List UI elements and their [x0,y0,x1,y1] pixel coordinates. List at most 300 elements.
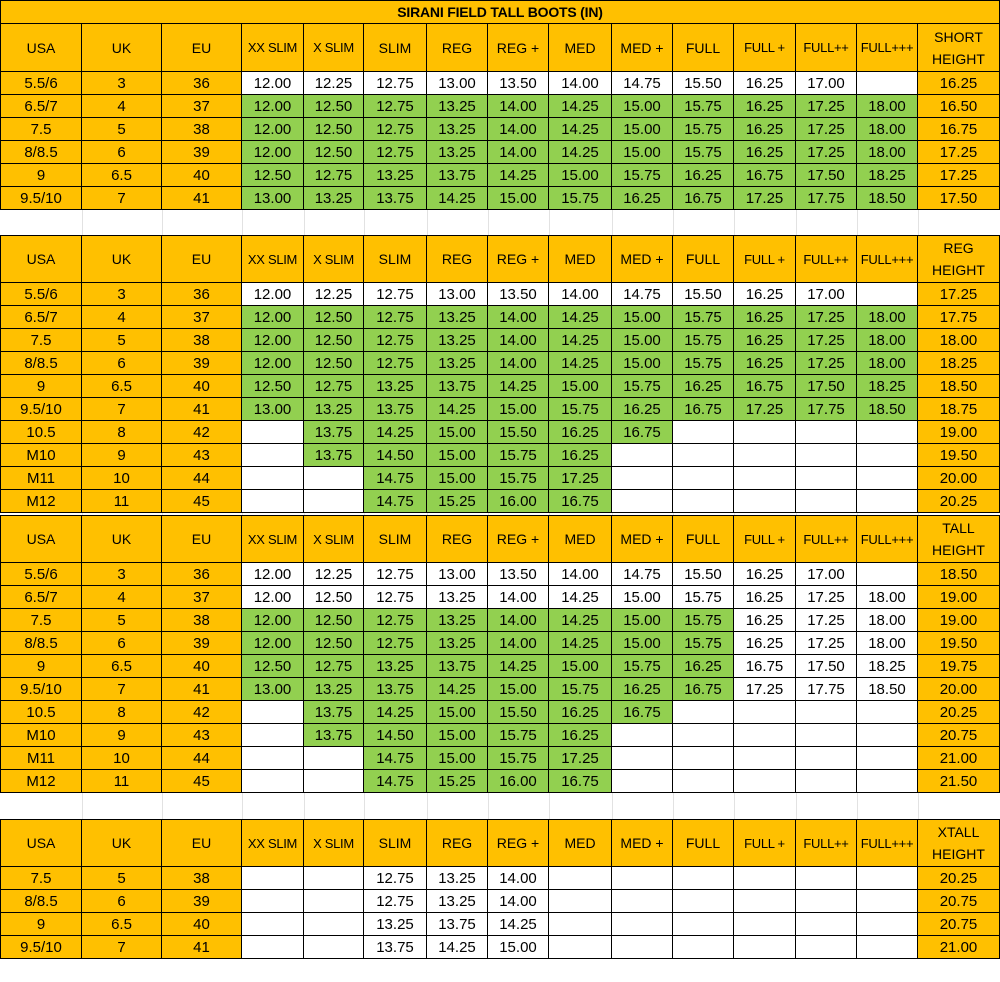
calf-measurement: 12.50 [304,352,364,375]
column-header: FULL [673,515,734,563]
calf-measurement [734,701,796,724]
gridline [673,793,674,819]
calf-measurement: 18.00 [857,118,918,141]
calf-measurement: 15.00 [427,724,488,747]
calf-measurement: 14.75 [612,72,673,95]
calf-measurement: 14.25 [427,936,488,959]
column-header: FULL + [734,819,796,867]
column-header: UK [82,24,162,72]
calf-measurement: 14.25 [549,586,612,609]
calf-measurement: 12.00 [242,563,304,586]
calf-measurement [242,724,304,747]
calf-measurement: 18.00 [857,632,918,655]
calf-measurement: 16.75 [734,655,796,678]
gridline [549,210,550,235]
calf-measurement: 14.25 [488,913,549,936]
usa-size: 7.5 [0,867,82,890]
boot-height: 21.00 [918,936,1000,959]
calf-measurement: 12.50 [242,164,304,187]
height-header-line: HEIGHT [932,50,985,67]
calf-measurement: 15.00 [488,936,549,959]
calf-measurement: 16.25 [673,164,734,187]
eu-size: 41 [162,398,242,421]
calf-measurement: 13.25 [427,586,488,609]
calf-measurement: 16.75 [673,398,734,421]
calf-measurement [734,490,796,513]
calf-measurement: 17.25 [734,187,796,210]
calf-measurement: 14.00 [488,352,549,375]
calf-measurement: 14.50 [364,724,427,747]
calf-measurement: 15.75 [488,747,549,770]
calf-measurement: 18.00 [857,586,918,609]
calf-measurement: 14.25 [488,655,549,678]
uk-size: 9 [82,724,162,747]
calf-measurement: 15.75 [549,398,612,421]
calf-measurement: 13.25 [364,655,427,678]
calf-measurement [734,770,796,793]
calf-measurement: 17.50 [796,375,857,398]
gridline [304,793,305,819]
calf-measurement: 17.00 [796,283,857,306]
boot-height: 20.00 [918,678,1000,701]
gridline [82,210,83,235]
column-header: SLIM [364,515,427,563]
column-header: SLIM [364,24,427,72]
calf-measurement: 15.00 [612,329,673,352]
calf-measurement: 17.25 [796,95,857,118]
column-header: REG + [488,515,549,563]
height-header-line: REG [943,240,974,256]
column-header: FULL++ [796,235,857,283]
uk-size: 6 [82,890,162,913]
usa-size: 5.5/6 [0,283,82,306]
eu-size: 44 [162,467,242,490]
calf-measurement [673,747,734,770]
calf-measurement: 18.00 [857,352,918,375]
calf-measurement: 12.75 [364,609,427,632]
column-header: EU [162,819,242,867]
column-header: USA [0,24,82,72]
calf-measurement: 18.00 [857,306,918,329]
uk-size: 9 [82,444,162,467]
calf-measurement: 17.25 [734,678,796,701]
calf-measurement: 12.50 [304,609,364,632]
calf-measurement: 13.25 [427,95,488,118]
chart-title: SIRANI FIELD TALL BOOTS (IN) [0,0,1000,24]
usa-size: 7.5 [0,609,82,632]
calf-measurement: 16.75 [612,701,673,724]
uk-size: 10 [82,747,162,770]
calf-measurement [734,444,796,467]
calf-measurement: 14.25 [488,164,549,187]
calf-measurement [612,490,673,513]
usa-size: 7.5 [0,118,82,141]
gridline [364,793,365,819]
calf-measurement: 16.25 [549,444,612,467]
column-header: FULL+++ [857,819,918,867]
calf-measurement: 16.00 [488,490,549,513]
calf-measurement: 13.25 [427,141,488,164]
calf-measurement: 14.25 [549,306,612,329]
column-header: EU [162,515,242,563]
calf-measurement: 12.75 [364,586,427,609]
calf-measurement [857,563,918,586]
calf-measurement: 15.50 [673,563,734,586]
eu-size: 39 [162,141,242,164]
calf-measurement: 16.25 [734,329,796,352]
calf-measurement [304,770,364,793]
eu-size: 39 [162,890,242,913]
calf-measurement: 16.75 [549,770,612,793]
uk-size: 4 [82,306,162,329]
eu-size: 36 [162,72,242,95]
calf-measurement: 13.25 [304,398,364,421]
calf-measurement: 13.50 [488,563,549,586]
calf-measurement [612,444,673,467]
usa-size: 9.5/10 [0,398,82,421]
calf-measurement: 15.75 [673,306,734,329]
calf-measurement: 13.25 [427,867,488,890]
boot-height: 19.75 [918,655,1000,678]
eu-size: 41 [162,678,242,701]
calf-measurement: 15.75 [673,118,734,141]
calf-measurement: 16.25 [734,609,796,632]
gridline [734,793,735,819]
calf-measurement: 12.50 [304,141,364,164]
calf-measurement: 16.75 [612,421,673,444]
eu-size: 39 [162,352,242,375]
calf-measurement: 18.25 [857,375,918,398]
column-header: XX SLIM [242,819,304,867]
column-header: SLIM [364,819,427,867]
usa-size: 6.5/7 [0,586,82,609]
calf-measurement: 13.50 [488,72,549,95]
uk-size: 6.5 [82,375,162,398]
calf-measurement: 18.00 [857,95,918,118]
eu-size: 36 [162,563,242,586]
calf-measurement: 14.25 [549,118,612,141]
boot-height: 17.25 [918,164,1000,187]
calf-measurement: 16.25 [734,632,796,655]
usa-size: 8/8.5 [0,632,82,655]
boot-height: 17.75 [918,306,1000,329]
column-header: SLIM [364,235,427,283]
calf-measurement: 16.25 [734,306,796,329]
calf-measurement [796,867,857,890]
boot-height: 20.75 [918,724,1000,747]
uk-size: 6.5 [82,913,162,936]
calf-measurement [242,747,304,770]
uk-size: 6.5 [82,164,162,187]
calf-measurement: 14.00 [488,867,549,890]
calf-measurement: 16.75 [673,187,734,210]
uk-size: 11 [82,490,162,513]
calf-measurement: 13.25 [364,913,427,936]
usa-size: 6.5/7 [0,95,82,118]
calf-measurement: 15.75 [488,467,549,490]
column-header: REG [427,819,488,867]
calf-measurement: 17.75 [796,398,857,421]
column-header: MED + [612,235,673,283]
calf-measurement [673,490,734,513]
calf-measurement: 13.75 [364,398,427,421]
calf-measurement: 15.00 [612,352,673,375]
calf-measurement: 12.25 [304,72,364,95]
calf-measurement: 12.50 [242,375,304,398]
boot-height: 17.50 [918,187,1000,210]
calf-measurement [242,890,304,913]
calf-measurement: 14.75 [612,563,673,586]
column-header: MED [549,24,612,72]
calf-measurement: 17.00 [796,563,857,586]
calf-measurement: 16.25 [673,375,734,398]
calf-measurement: 15.00 [612,586,673,609]
calf-measurement: 15.25 [427,770,488,793]
eu-size: 41 [162,187,242,210]
gridline [427,793,428,819]
eu-size: 37 [162,95,242,118]
calf-measurement: 13.00 [242,187,304,210]
calf-measurement: 15.00 [427,467,488,490]
calf-measurement [857,72,918,95]
boot-height: 20.75 [918,890,1000,913]
calf-measurement: 12.50 [242,655,304,678]
calf-measurement [673,867,734,890]
height-header [918,24,1000,72]
uk-size: 5 [82,329,162,352]
uk-size: 5 [82,609,162,632]
eu-size: 36 [162,283,242,306]
calf-measurement: 12.75 [364,72,427,95]
boot-height: 18.50 [918,563,1000,586]
eu-size: 38 [162,329,242,352]
calf-measurement: 16.25 [549,701,612,724]
calf-measurement [857,770,918,793]
column-header: FULL++ [796,819,857,867]
calf-measurement: 15.00 [549,164,612,187]
column-header: XX SLIM [242,515,304,563]
usa-size: 9 [0,164,82,187]
column-header: EU [162,235,242,283]
boot-height: 19.50 [918,444,1000,467]
gridline [612,793,613,819]
calf-measurement [304,467,364,490]
boot-height: 16.25 [918,72,1000,95]
usa-size: M11 [0,747,82,770]
calf-measurement: 12.75 [364,632,427,655]
usa-size: 9 [0,375,82,398]
calf-measurement [304,867,364,890]
column-header: UK [82,235,162,283]
calf-measurement: 13.00 [242,398,304,421]
eu-size: 40 [162,375,242,398]
boot-height: 21.50 [918,770,1000,793]
calf-measurement [673,701,734,724]
column-header: MED [549,235,612,283]
column-header: MED [549,819,612,867]
calf-measurement: 13.75 [427,164,488,187]
calf-measurement: 12.00 [242,586,304,609]
boot-height: 19.00 [918,586,1000,609]
calf-measurement: 12.75 [364,890,427,913]
calf-measurement: 15.00 [488,678,549,701]
calf-measurement: 12.75 [364,95,427,118]
uk-size: 4 [82,95,162,118]
calf-measurement: 16.25 [734,95,796,118]
gridline [82,793,83,819]
calf-measurement [796,747,857,770]
column-header: XX SLIM [242,24,304,72]
calf-measurement: 12.75 [364,352,427,375]
calf-measurement: 17.25 [796,632,857,655]
usa-size: 10.5 [0,421,82,444]
column-header: X SLIM [304,24,364,72]
calf-measurement [673,936,734,959]
uk-size: 5 [82,867,162,890]
boot-height: 18.25 [918,352,1000,375]
calf-measurement: 16.00 [488,770,549,793]
calf-measurement: 14.25 [427,187,488,210]
calf-measurement: 16.75 [734,375,796,398]
calf-measurement: 15.00 [488,398,549,421]
calf-measurement: 14.00 [488,329,549,352]
calf-measurement: 16.75 [673,678,734,701]
eu-size: 38 [162,609,242,632]
calf-measurement [673,467,734,490]
calf-measurement [734,421,796,444]
eu-size: 44 [162,747,242,770]
eu-size: 45 [162,490,242,513]
uk-size: 7 [82,187,162,210]
calf-measurement: 17.50 [796,655,857,678]
calf-measurement [612,936,673,959]
calf-measurement: 13.00 [427,283,488,306]
calf-measurement: 17.25 [549,467,612,490]
eu-size: 39 [162,632,242,655]
calf-measurement: 12.00 [242,141,304,164]
gridline [796,210,797,235]
calf-measurement: 16.25 [734,72,796,95]
usa-size: 10.5 [0,701,82,724]
calf-measurement: 13.25 [427,118,488,141]
calf-measurement: 16.25 [734,563,796,586]
calf-measurement: 15.00 [427,421,488,444]
calf-measurement: 14.00 [488,118,549,141]
boot-height: 20.25 [918,701,1000,724]
boot-height: 17.25 [918,141,1000,164]
calf-measurement: 13.25 [427,329,488,352]
usa-size: 9.5/10 [0,678,82,701]
usa-size: 9.5/10 [0,936,82,959]
calf-measurement: 15.75 [673,352,734,375]
calf-measurement [549,913,612,936]
column-header: FULL [673,235,734,283]
eu-size: 43 [162,444,242,467]
eu-size: 40 [162,913,242,936]
uk-size: 3 [82,72,162,95]
calf-measurement: 15.75 [673,95,734,118]
calf-measurement: 15.75 [488,444,549,467]
column-header: FULL+++ [857,235,918,283]
calf-measurement: 12.75 [364,141,427,164]
calf-measurement: 14.00 [549,283,612,306]
column-header: FULL [673,819,734,867]
calf-measurement: 13.00 [427,563,488,586]
column-header: MED + [612,819,673,867]
calf-measurement [857,867,918,890]
calf-measurement: 13.75 [304,421,364,444]
calf-measurement: 15.75 [549,678,612,701]
calf-measurement [549,890,612,913]
eu-size: 37 [162,586,242,609]
calf-measurement [796,490,857,513]
calf-measurement [242,770,304,793]
height-header-line: TALL [942,520,975,536]
calf-measurement: 15.75 [612,375,673,398]
calf-measurement [857,467,918,490]
height-header [918,819,1000,867]
column-header: X SLIM [304,235,364,283]
calf-measurement [734,867,796,890]
calf-measurement: 15.00 [612,632,673,655]
calf-measurement: 15.75 [488,724,549,747]
uk-size: 3 [82,283,162,306]
calf-measurement: 12.75 [364,329,427,352]
calf-measurement: 15.75 [673,329,734,352]
usa-size: 9 [0,913,82,936]
usa-size: M12 [0,490,82,513]
calf-measurement: 17.25 [549,747,612,770]
calf-measurement: 13.25 [304,187,364,210]
calf-measurement [857,913,918,936]
calf-measurement [796,444,857,467]
calf-measurement [673,724,734,747]
calf-measurement [612,747,673,770]
gridline [796,793,797,819]
calf-measurement: 14.00 [488,95,549,118]
calf-measurement: 12.50 [304,306,364,329]
uk-size: 7 [82,936,162,959]
usa-size: 9.5/10 [0,187,82,210]
calf-measurement: 12.25 [304,563,364,586]
gridline [242,210,243,235]
usa-size: 9 [0,655,82,678]
calf-measurement: 14.00 [488,632,549,655]
calf-measurement [242,867,304,890]
boot-height: 16.50 [918,95,1000,118]
calf-measurement: 17.75 [796,678,857,701]
column-header: MED [549,515,612,563]
calf-measurement [242,421,304,444]
column-header: MED + [612,24,673,72]
calf-measurement [242,701,304,724]
uk-size: 6 [82,141,162,164]
calf-measurement [612,724,673,747]
calf-measurement [857,936,918,959]
calf-measurement: 16.25 [612,187,673,210]
calf-measurement: 12.00 [242,609,304,632]
boot-height: 16.75 [918,118,1000,141]
calf-measurement: 18.00 [857,609,918,632]
calf-measurement: 14.75 [364,747,427,770]
calf-measurement: 14.00 [488,586,549,609]
uk-size: 7 [82,678,162,701]
gridline [364,210,365,235]
calf-measurement: 15.50 [673,72,734,95]
gridline [857,793,858,819]
calf-measurement: 16.25 [734,283,796,306]
calf-measurement: 14.75 [364,467,427,490]
